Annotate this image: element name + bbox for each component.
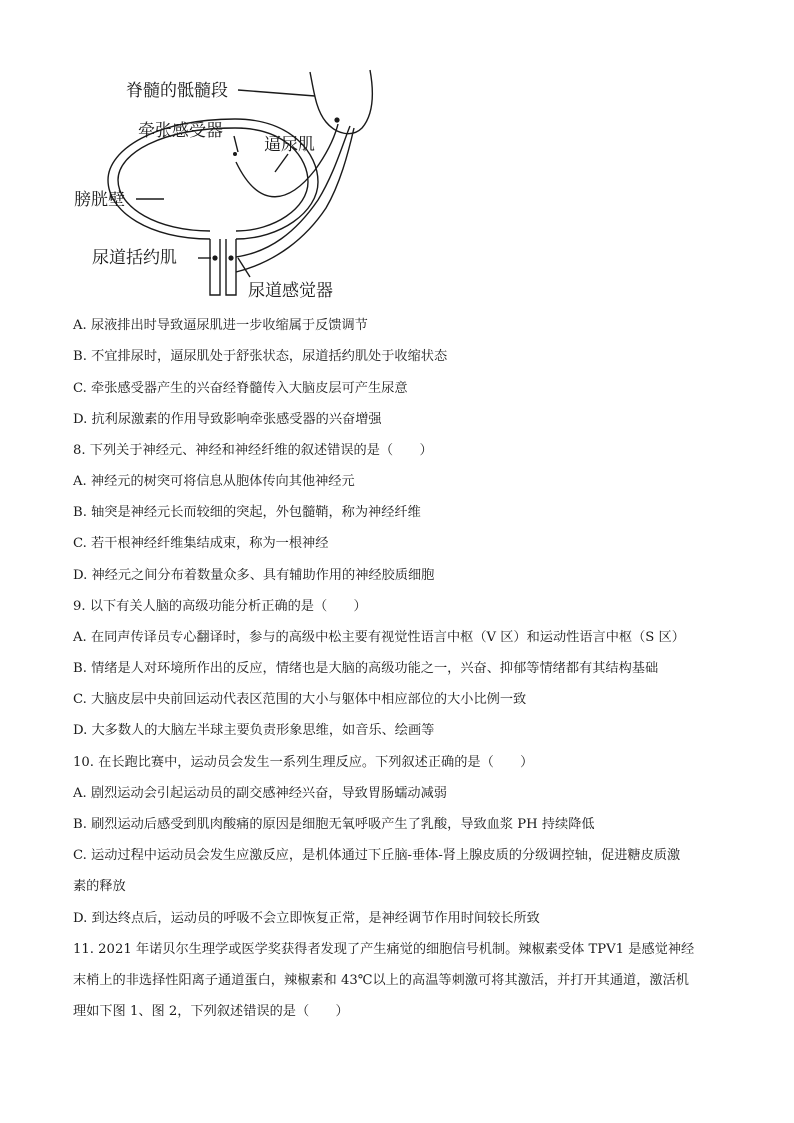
q7-option-c: C. 牵张感受器产生的兴奋经脊髓传入大脑皮层可产生尿意 <box>73 381 408 396</box>
spinal-cord-outline <box>310 70 372 134</box>
urethra-right-tube <box>226 239 236 295</box>
q10-option-b: B. 刷烈运动后感受到肌肉酸痛的原因是细胞无氧呼吸产生了乳酸，导致血浆 PH 持续降低 <box>73 817 595 832</box>
q10-option-c-line1: C. 运动过程中运动员会发生应激反应，是机体通过下丘脑-垂体-肾上腺皮质的分级调控轴，促进糖皮质激 <box>73 848 681 863</box>
label-bladder-wall: 膀胱壁 <box>74 190 125 210</box>
q9-option-b: B. 情绪是人对环境所作出的反应，情绪也是大脑的高级功能之一，兴奋、抑郁等情绪都有其结构基础 <box>73 661 659 676</box>
q8-option-d: D. 神经元之间分布着数量众多、具有辅助作用的神经胶质细胞 <box>73 568 435 583</box>
leader-urethral-receptor <box>238 258 250 277</box>
q10-option-d: D. 到达终点后，运动员的呼吸不会立即恢复正常，是神经调节作用时间较长所致 <box>73 911 540 926</box>
leader-stretch <box>234 136 238 152</box>
q9-option-a: A. 在同声传译员专心翻译时，参与的高级中松主要有视觉性语言中枢（V 区）和运动性语言中枢（S 区） <box>73 630 685 645</box>
label-sacral: 脊髓的骶髓段 <box>126 81 228 101</box>
sphincter-dot <box>212 255 217 260</box>
q8-option-c: C. 若干根神经纤维集结成束，称为一根神经 <box>73 536 329 551</box>
bladder-reflex-figure <box>60 62 390 307</box>
leader-detrusor <box>275 154 288 172</box>
q11-line1: 11. 2021 年诺贝尔生理学或医学奖获得者发现了产生痛觉的细胞信号机制。辣椒素受体 TPV1 是感觉神经 <box>73 942 695 957</box>
spinal-synapse-dot <box>334 117 339 122</box>
urethra-left-tube <box>210 239 220 295</box>
q10-option-c-line2: 素的释放 <box>73 879 126 894</box>
q10-stem: 10. 在长跑比赛中，运动员会发生一系列生理反应。下列叙述正确的是（ ） <box>73 755 534 770</box>
q11-line3: 理如下图 1、图 2，下列叙述错误的是（ ） <box>73 1004 349 1019</box>
q7-option-d: D. 抗利尿激素的作用导致影响牵张感受器的兴奋增强 <box>73 412 382 427</box>
q9-stem: 9. 以下有关人脑的高级功能分析正确的是（ ） <box>73 599 367 614</box>
stretch-receptor-dot <box>233 152 237 156</box>
q10-option-a: A. 剧烈运动会引起运动员的副交感神经兴奋，导致胃肠蠕动减弱 <box>73 786 447 801</box>
q7-option-a: A. 尿液排出时导致逼尿肌进一步收缩属于反馈调节 <box>73 318 368 333</box>
q9-option-d: D. 大多数人的大脑左半球主要负责形象思维，如音乐、绘画等 <box>73 723 435 738</box>
q9-option-c: C. 大脑皮层中央前回运动代表区范围的大小与躯体中相应部位的大小比例一致 <box>73 692 527 707</box>
bladder-diagram <box>60 62 390 307</box>
q8-option-b: B. 轴突是神经元长而较细的突起，外包髓鞘，称为神经纤维 <box>73 505 421 520</box>
label-detrusor: 逼尿肌 <box>264 135 315 155</box>
q11-line2: 末梢上的非选择性阳离子通道蛋白，辣椒素和 43℃以上的高温等刺激可将其激活，并打开其通道，激活机 <box>73 973 689 988</box>
q7-option-b: B. 不宜排尿时，逼尿肌处于舒张状态，尿道括约肌处于收缩状态 <box>73 349 448 364</box>
label-stretch: 牵张感受器 <box>138 121 223 141</box>
urethral-receptor-dot <box>228 255 233 260</box>
label-sphincter: 尿道括约肌 <box>92 248 177 268</box>
label-urethral-receptor: 尿道感觉器 <box>248 281 333 301</box>
leader-sacral <box>238 90 315 96</box>
q8-option-a: A. 神经元的树突可将信息从胞体传向其他神经元 <box>73 474 355 489</box>
q8-stem: 8. 下列关于神经元、神经和神经纤维的叙述错误的是（ ） <box>73 443 433 458</box>
